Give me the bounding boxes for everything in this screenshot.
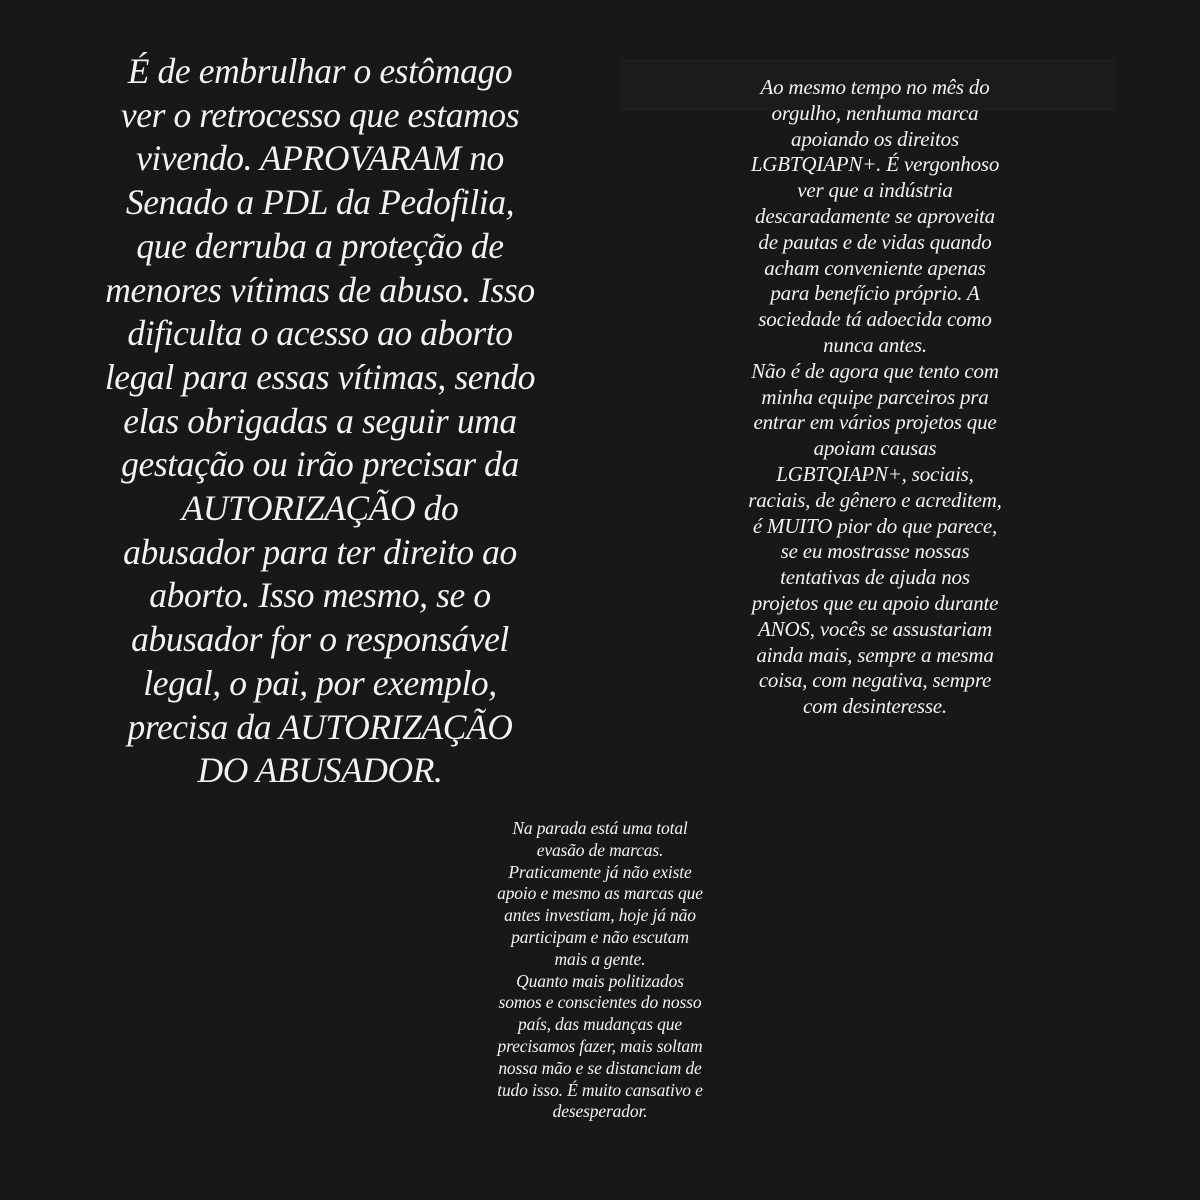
text-line: precisa da AUTORIZAÇÃO [127,706,513,747]
text-line: com desinteresse. [803,694,947,719]
text-line: é MUITO pior do que parece, [752,513,998,538]
text-line: descaradamente se aproveita [755,203,995,228]
text-line: legal para essas vítimas, sendo [104,356,536,397]
text-line: acham conveniente apenas [764,255,986,280]
text-line: apoio e mesmo as marcas que [497,883,703,904]
text-line: ANOS, vocês se assustariam [758,616,992,641]
text-line: que derruba a proteção de [136,225,504,266]
text-line: entrar em vários projetos que [753,410,997,435]
text-line: AUTORIZAÇÃO do [181,488,459,529]
text-line: precisamos fazer, mais soltam [497,1035,703,1056]
text-line: apoiam causas [813,436,937,461]
text-block-bottom [440,818,760,1123]
text-line: nunca antes. [823,332,927,357]
text-line: legal, o pai, por exemplo, [143,662,497,703]
text-line: raciais, de gênero e acreditem, [748,487,1002,512]
text-line: gestação ou irão precisar da [121,444,519,485]
text-line: DO ABUSADOR. [197,750,443,791]
text-line: ainda mais, sempre a mesma [756,642,994,667]
text-line: vivendo. APROVARAM no [136,138,504,179]
text-line: projetos que eu apoio durante [751,590,999,615]
text-line: evasão de marcas. [536,839,664,860]
text-line: orgulho, nenhuma marca [771,100,979,125]
text-line: de pautas e de vidas quando [758,229,992,254]
text-line: LGBTQIAPN+. É vergonhoso [750,152,1000,177]
text-line: menores vítimas de abuso. Isso [105,269,535,310]
text-line: Quanto mais politizados [516,970,684,991]
text-line: ver o retrocesso que estamos [120,94,520,135]
text-line: para benefício próprio. A [770,281,980,306]
text-line: É de embrulhar o estômago [127,51,513,91]
text-line: coisa, com negativa, sempre [758,668,992,693]
text-line: LGBTQIAPN+, sociais, [776,461,974,486]
text-line: se eu mostrasse nossas [780,539,970,564]
text-line: antes investiam, hoje já não [504,905,696,926]
text-line: Senado a PDL da Pedofilia, [125,182,515,223]
text-line: somos e conscientes do nosso [498,992,702,1013]
text-line: Não é de agora que tento com [751,358,999,383]
text-line: apoiando os direitos [791,126,959,151]
text-block-left [60,50,580,793]
text-line: desesperador. [552,1101,648,1122]
text-line: elas obrigadas a seguir uma [123,400,517,441]
text-block-right [690,75,1060,720]
text-line: nossa mão e se distanciam de [498,1057,702,1078]
text-line: tudo isso. É muito cansativo e [497,1079,703,1100]
text-line: tentativas de ajuda nos [780,565,970,590]
text-line: dificulta o acesso ao aborto [127,313,513,354]
text-line: minha equipe parceiros pra [761,384,989,409]
text-line: Na parada está uma total [512,818,688,838]
text-line: Praticamente já não existe [508,861,692,882]
text-line: sociedade tá adoecida como [758,307,992,332]
text-line: país, das mudanças que [518,1014,682,1035]
text-line: abusador para ter direito ao [123,531,517,572]
text-line: aborto. Isso mesmo, se o [149,575,491,616]
text-line: ver que a indústria [797,178,953,203]
text-line: mais a gente. [554,948,646,969]
text-line: Ao mesmo tempo no mês do [760,75,990,99]
text-line: abusador for o responsável [131,619,509,660]
text-line: participam e não escutam [511,926,689,947]
